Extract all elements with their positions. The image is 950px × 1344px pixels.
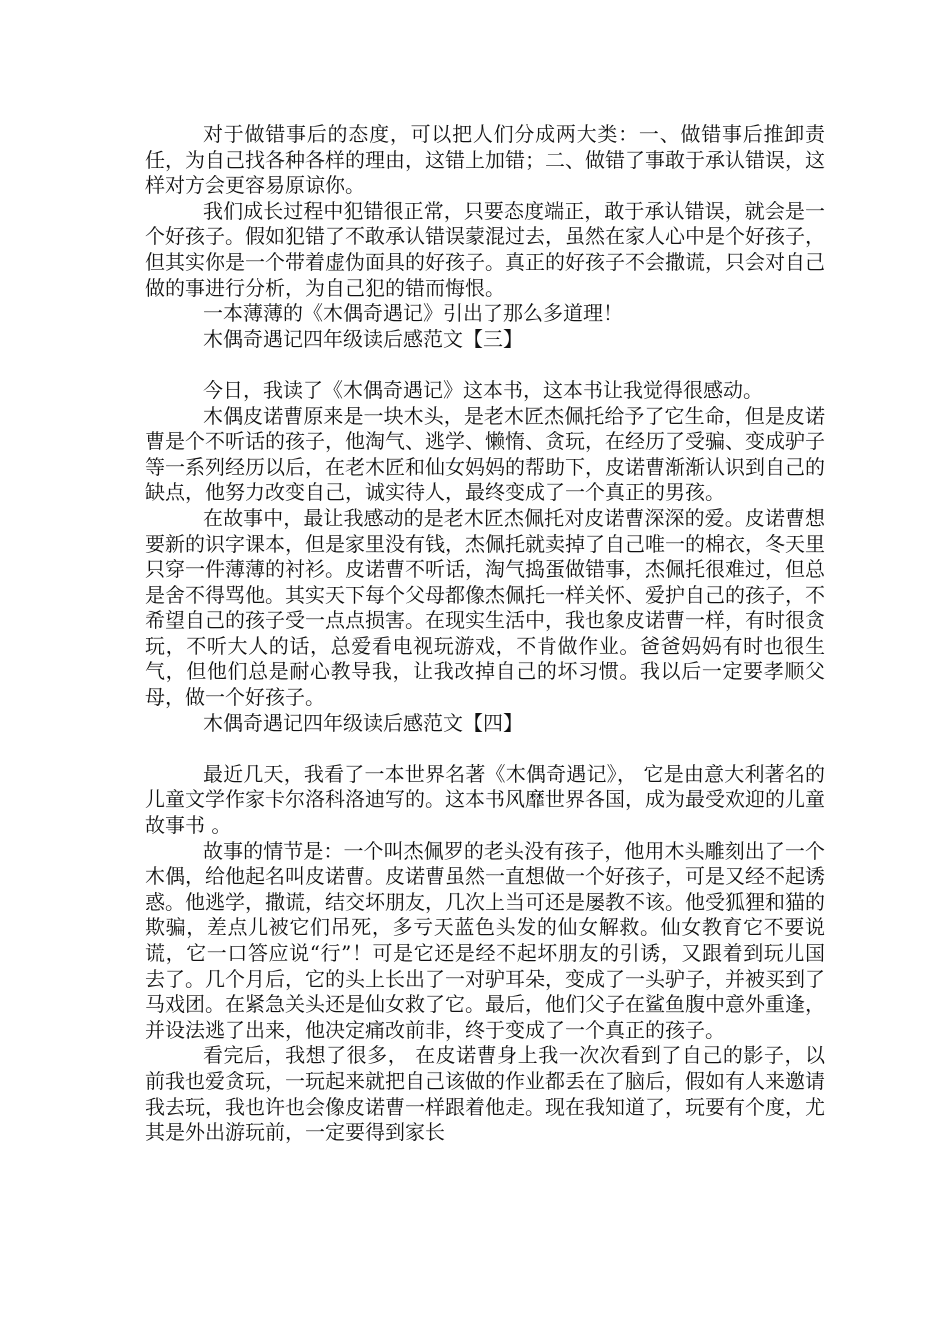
- paragraph: 对于做错事后的态度，可以把人们分成两大类：一、做错事后推卸责任，为自己找各种各样的理由，这错上加错；二、做错了事敢于承认错误，这样对方会更容易原谅你。: [145, 122, 825, 198]
- paragraph: 一本薄薄的《木偶奇遇记》引出了那么多道理！: [203, 301, 623, 326]
- document-page: [145, 122, 825, 1146]
- paragraph: 我们成长过程中犯错很正常，只要态度端正，敢于承认错误，就会是一个好孩子。假如犯错了不敢承认错误蒙混过去，虽然在家人心中是个好孩子，但其实你是一个带着虚伪面具的好孩子。真正的好孩子不会撒谎，只会对自己做的事进行分析，为自己犯的错而悔恨。: [145, 198, 825, 300]
- paragraph: 看完后，我想了很多， 在皮诺曹身上我一次次看到了自己的影子，以前我也爱贪玩，一玩起来就把自己该做的作业都丢在了脑后，假如有人来邀请我去玩，我也许也会像皮诺曹一样跟着他走。现在我知道了，玩要有个度，尤其是外出游玩前，一定要得到家长: [145, 1043, 825, 1145]
- paragraph: 故事的情节是：一个叫杰佩罗的老头没有孩子，他用木头雕刻出了一个木偶，给他起名叫皮诺曹。皮诺曹虽然一直想做一个好孩子，可是又经不起诱惑。他逃学，撒谎，结交坏朋友，几次上当可还是屡教不该。他受狐狸和猫的欺骗，差点儿被它们吊死，多亏天蓝色头发的仙女解救。仙女教育它不要说谎，它一口答应说“行”！可是它还是经不起坏朋友的引诱，又跟着到玩儿国去了。几个月后，它的头上长出了一对驴耳朵，变成了一头驴子，并被买到了马戏团。在紧急关头还是仙女救了它。最后，他们父子在鲨鱼腹中意外重逢，并设法逃了出来，他决定痛改前非，终于变成了一个真正的孩子。: [145, 838, 825, 1042]
- paragraph: 在故事中，最让我感动的是老木匠杰佩托对皮诺曹深深的爱。皮诺曹想要新的识字课本，但是家里没有钱，杰佩托就卖掉了自己唯一的棉衣，冬天里只穿一件薄薄的衬衫。皮诺曹不听话，淘气捣蛋做错事，杰佩托很难过，但总是舍不得骂他。其实天下每个父母都像杰佩托一样关怀、爱护自己的孩子，不希望自己的孩子受一点点损害。在现实生活中，我也象皮诺曹一样，有时很贪玩，不听大人的话，总爱看电视玩游戏，不肯做作业。爸爸妈妈有时也很生气，但他们总是耐心教导我，让我改掉自己的坏习惯。我以后一定要孝顺父母，做一个好孩子。: [145, 505, 825, 710]
- blank-line: [145, 352, 825, 378]
- paragraph: 最近几天，我看了一本世界名著《木偶奇遇记》， 它是由意大利著名的儿童文学作家卡尔洛科洛迪写的。这本书风靡世界各国，成为最受欢迎的儿童故事书 。: [145, 761, 825, 838]
- section-heading: 木偶奇遇记四年级读后感范文【三】: [203, 326, 523, 351]
- blank-line: [145, 736, 825, 762]
- section-heading: 木偶奇遇记四年级读后感范文【四】: [203, 710, 523, 735]
- paragraph: 木偶皮诺曹原来是一块木头，是老木匠杰佩托给予了它生命，但是皮诺曹是个不听话的孩子，他淘气、逃学、懒惰、贪玩，在经历了受骗、变成驴子等一系列经历以后，在老木匠和仙女妈妈的帮助下，皮诺曹渐渐认识到自己的缺点，他努力改变自己，诚实待人，最终变成了一个真正的男孩。: [145, 403, 825, 505]
- paragraph: 今日，我读了《木偶奇遇记》这本书，这本书让我觉得很感动。: [203, 377, 763, 402]
